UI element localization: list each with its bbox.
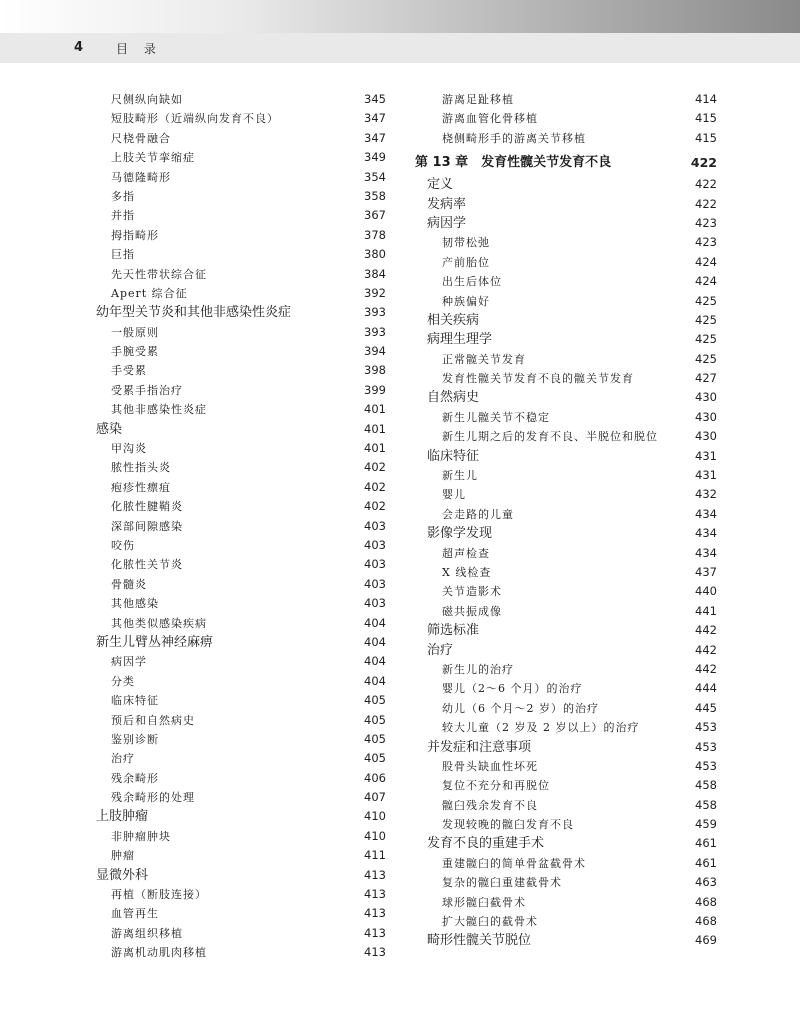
toc-entry-page: 444 [695, 681, 717, 696]
toc-entry-title: 马德隆畸形 [111, 170, 171, 184]
toc-subsection-entry [96, 652, 386, 671]
toc-subsection-entry [415, 757, 717, 776]
toc-entry-title: 股骨头缺血性坏死 [442, 759, 538, 773]
toc-entry-title: 拇指畸形 [111, 228, 159, 242]
toc-entry-title: 关节造影术 [442, 585, 502, 599]
toc-entry-page: 445 [695, 700, 717, 715]
toc-entry-title: Apert 综合征 [111, 286, 188, 300]
toc-entry-title: 超声检查 [442, 546, 490, 560]
toc-entry-title: 其他类似感染疾病 [111, 616, 207, 630]
toc-section-entry [415, 388, 717, 407]
toc-entry-title: 其他非感染性炎症 [111, 403, 207, 417]
toc-section-entry [415, 311, 717, 330]
toc-entry-page: 422 [695, 177, 717, 192]
toc-subsection-entry [415, 350, 717, 369]
toc-subsection-entry [96, 749, 386, 768]
toc-entry-page: 406 [364, 770, 386, 785]
toc-entry-page: 384 [364, 266, 386, 281]
toc-entry-page: 425 [695, 312, 717, 327]
toc-subsection-entry [415, 408, 717, 427]
toc-entry-title: 上肢关节挛缩症 [111, 151, 195, 165]
toc-entry-page: 393 [364, 324, 386, 339]
toc-entry-page: 398 [364, 363, 386, 378]
toc-entry-page: 404 [364, 634, 386, 649]
toc-subsection-entry [96, 90, 386, 109]
toc-entry-page: 424 [695, 254, 717, 269]
toc-entry-page: 347 [364, 111, 386, 126]
toc-entry-page: 413 [364, 925, 386, 940]
toc-entry-page: 424 [695, 274, 717, 289]
toc-section-entry [96, 420, 386, 439]
toc-subsection-entry [415, 272, 717, 291]
toc-entry-title: 游离足趾移植 [442, 93, 514, 106]
toc-entry-title: 发育不良的重建手术 [427, 836, 545, 852]
toc-entry-page: 413 [364, 945, 386, 960]
toc-section-entry [415, 621, 717, 640]
toc-subsection-entry [96, 342, 386, 361]
toc-subsection-entry [415, 485, 717, 504]
toc-entry-page: 413 [364, 867, 386, 882]
toc-entry-title: 其他感染 [111, 597, 159, 611]
toc-entry-title: 预后和自然病史 [111, 713, 195, 727]
toc-subsection-entry [96, 594, 386, 613]
toc-subsection-entry [415, 129, 717, 148]
toc-entry-page: 347 [364, 130, 386, 145]
toc-entry-title: 脓性指头炎 [111, 461, 171, 475]
toc-section-entry [415, 330, 717, 349]
toc-entry-title: 畸形性髋关节脱位 [427, 933, 532, 949]
toc-entry-title: 治疗 [427, 642, 454, 658]
toc-entry-title: 手腕受累 [111, 345, 159, 359]
toc-entry-title: 游离血管化骨移植 [442, 112, 538, 126]
toc-subsection-entry [96, 517, 386, 536]
toc-entry-page: 432 [695, 487, 717, 502]
toc-subsection-entry [415, 253, 717, 272]
toc-entry-page: 431 [695, 468, 717, 483]
toc-entry-title: 化脓性腱鞘炎 [111, 500, 183, 514]
toc-entry-page: 440 [695, 584, 717, 599]
toc-entry-page: 407 [364, 790, 386, 805]
toc-entry-title: 扩大髋臼的截骨术 [442, 915, 538, 929]
toc-subsection-entry [96, 943, 386, 962]
toc-entry-page: 422 [690, 155, 717, 171]
toc-section-entry [415, 738, 717, 757]
toc-entry-title: 并指 [111, 209, 135, 223]
toc-entry-title: 复位不充分和再脱位 [442, 779, 550, 793]
toc-entry-page: 403 [364, 537, 386, 552]
toc-subsection-entry [96, 148, 386, 167]
toc-entry-title: 鉴别诊断 [111, 732, 159, 746]
toc-entry-title: 自然病史 [427, 390, 480, 406]
toc-entry-title: 残余畸形的处理 [111, 791, 195, 805]
toc-entry-title: 多指 [111, 189, 135, 203]
toc-entry-page: 468 [695, 894, 717, 909]
toc-entry-title: 发现较晚的髋臼发育不良 [442, 818, 574, 832]
toc-section-entry [415, 447, 717, 466]
toc-entry-title: 残余畸形 [111, 771, 159, 785]
toc-entry-page: 405 [364, 693, 386, 708]
toc-entry-title: 产前胎位 [442, 255, 490, 269]
toc-entry-title: 第 13 章 发育性髋关节发育不良 [415, 155, 612, 171]
toc-entry-title: 尺侧纵向缺如 [111, 93, 183, 106]
toc-section-entry [96, 303, 386, 322]
toc-subsection-entry [96, 711, 386, 730]
toc-subsection-entry [96, 827, 386, 846]
toc-entry-page: 403 [364, 557, 386, 572]
toc-entry-title: 较大儿童（2 岁及 2 岁以上）的治疗 [442, 721, 640, 735]
toc-entry-title: 化脓性关节炎 [111, 558, 183, 572]
toc-entry-page: 422 [695, 196, 717, 211]
toc-entry-page: 459 [695, 817, 717, 832]
toc-subsection-entry [415, 699, 717, 718]
toc-entry-title: 疱疹性瘭疽 [111, 480, 171, 494]
toc-entry-title: 髋臼残余发育不良 [442, 798, 538, 812]
toc-subsection-entry [96, 691, 386, 710]
toc-entry-page: 430 [695, 390, 717, 405]
toc-subsection-entry [96, 361, 386, 380]
toc-entry-title: 分类 [111, 674, 135, 688]
toc-subsection-entry [415, 873, 717, 892]
toc-entry-title: 种族偏好 [442, 294, 490, 308]
toc-subsection-entry [96, 614, 386, 633]
toc-entry-page: 423 [695, 215, 717, 230]
toc-entry-page: 453 [695, 720, 717, 735]
toc-subsection-entry [96, 245, 386, 264]
toc-subsection-entry [96, 672, 386, 691]
toc-subsection-entry [415, 292, 717, 311]
toc-subsection-entry [96, 536, 386, 555]
toc-entry-title: 甲沟炎 [111, 442, 147, 456]
toc-entry-title: 筛选标准 [427, 623, 480, 639]
toc-section-entry [415, 214, 717, 233]
toc-entry-title: 重建髋臼的简单骨盆截骨术 [442, 856, 586, 870]
toc-entry-page: 380 [364, 247, 386, 262]
toc-entry-page: 442 [695, 642, 717, 657]
toc-section-entry [96, 807, 386, 826]
toc-subsection-entry [96, 478, 386, 497]
toc-entry-title: 定义 [427, 177, 454, 193]
toc-entry-title: 病因学 [427, 215, 467, 231]
toc-subsection-entry [96, 226, 386, 245]
toc-subsection-entry [415, 679, 717, 698]
toc-entry-title: 新生儿期之后的发育不良、半脱位和脱位 [442, 430, 658, 444]
toc-entry-page: 430 [695, 429, 717, 444]
toc-entry-page: 402 [364, 479, 386, 494]
toc-entry-title: 尺桡骨融合 [111, 131, 171, 145]
toc-entry-title: 桡侧畸形手的游离关节移植 [442, 131, 586, 145]
toc-entry-title: 手受累 [111, 364, 147, 378]
toc-entry-page: 394 [364, 344, 386, 359]
toc-entry-title: 显微外科 [96, 867, 149, 883]
toc-entry-page: 401 [364, 441, 386, 456]
toc-entry-title: X 线检查 [442, 565, 492, 579]
toc-left-column [96, 90, 386, 963]
toc-entry-page: 367 [364, 208, 386, 223]
toc-entry-title: 游离机动肌肉移植 [111, 946, 207, 960]
toc-entry-title: 相关疾病 [427, 312, 480, 328]
toc-entry-page: 410 [364, 809, 386, 824]
toc-entry-title: 深部间隙感染 [111, 519, 183, 533]
toc-subsection-entry [415, 660, 717, 679]
toc-entry-page: 430 [695, 409, 717, 424]
toc-section-entry [415, 175, 717, 194]
toc-entry-page: 345 [364, 92, 386, 106]
toc-entry-page: 405 [364, 731, 386, 746]
toc-subsection-entry [415, 893, 717, 912]
toc-subsection-entry [415, 544, 717, 563]
toc-entry-title: 幼儿（6 个月～2 岁）的治疗 [442, 701, 599, 715]
toc-subsection-entry [96, 206, 386, 225]
toc-subsection-entry [415, 912, 717, 931]
toc-entry-page: 415 [695, 130, 717, 145]
page-number: 4 [74, 40, 84, 55]
toc-right-column [415, 90, 717, 951]
toc-entry-page: 399 [364, 382, 386, 397]
toc-entry-page: 434 [695, 526, 717, 541]
toc-entry-title: 婴儿 [442, 488, 466, 502]
toc-entry-page: 415 [695, 111, 717, 126]
toc-entry-page: 405 [364, 712, 386, 727]
toc-entry-title: 新生儿的治疗 [442, 662, 514, 676]
toc-entry-page: 453 [695, 739, 717, 754]
toc-subsection-entry [415, 90, 717, 109]
toc-entry-title: 正常髋关节发育 [442, 352, 526, 366]
toc-entry-title: 会走路的儿童 [442, 507, 514, 521]
toc-entry-page: 393 [364, 305, 386, 320]
toc-entry-title: 并发症和注意事项 [427, 739, 532, 755]
toc-entry-title: 复杂的髋臼重建截骨术 [442, 876, 562, 890]
toc-entry-page: 403 [364, 518, 386, 533]
toc-subsection-entry [96, 109, 386, 128]
toc-section-entry [415, 641, 717, 660]
toc-subsection-entry [96, 730, 386, 749]
toc-entry-title: 骨髓炎 [111, 577, 147, 591]
toc-entry-page: 405 [364, 751, 386, 766]
toc-entry-title: 非肿瘤肿块 [111, 829, 171, 843]
toc-entry-title: 受累手指治疗 [111, 383, 183, 397]
toc-entry-title: 韧带松弛 [442, 236, 490, 250]
toc-entry-page: 402 [364, 499, 386, 514]
toc-entry-page: 402 [364, 460, 386, 475]
toc-entry-title: 血管再生 [111, 907, 159, 921]
toc-subsection-entry [96, 187, 386, 206]
toc-entry-title: 感染 [96, 421, 123, 437]
toc-entry-page: 404 [364, 654, 386, 669]
toc-entry-title: 再植（断肢连接） [111, 888, 207, 902]
toc-subsection-entry [96, 555, 386, 574]
toc-entry-title: 先天性带状综合征 [111, 267, 207, 281]
header-gradient-bar [0, 0, 800, 33]
toc-subsection-entry [96, 575, 386, 594]
toc-entry-title: 上肢肿瘤 [96, 809, 149, 825]
toc-entry-page: 425 [695, 351, 717, 366]
toc-entry-page: 404 [364, 615, 386, 630]
toc-subsection-entry [96, 458, 386, 477]
toc-subsection-entry [96, 439, 386, 458]
toc-entry-title: 短肢畸形（近端纵向发育不良） [111, 112, 279, 126]
toc-subsection-entry [415, 854, 717, 873]
toc-entry-page: 463 [695, 875, 717, 890]
toc-subsection-entry [415, 776, 717, 795]
toc-entry-page: 441 [695, 603, 717, 618]
toc-entry-page: 413 [364, 906, 386, 921]
toc-subsection-entry [415, 563, 717, 582]
toc-entry-title: 新生儿 [442, 469, 478, 483]
toc-subsection-entry [415, 466, 717, 485]
toc-subsection-entry [415, 796, 717, 815]
toc-entry-title: 游离组织移植 [111, 926, 183, 940]
toc-section-entry [96, 633, 386, 652]
toc-entry-page: 425 [695, 293, 717, 308]
toc-entry-page: 469 [695, 933, 717, 948]
toc-section-entry [415, 931, 717, 950]
toc-entry-title: 巨指 [111, 248, 135, 262]
toc-entry-page: 427 [695, 371, 717, 386]
toc-entry-title: 发育性髋关节发育不良的髋关节发育 [442, 372, 634, 386]
toc-entry-title: 新生儿髋关节不稳定 [442, 410, 550, 424]
toc-entry-page: 461 [695, 855, 717, 870]
toc-entry-page: 410 [364, 828, 386, 843]
toc-entry-title: 发病率 [427, 196, 467, 212]
toc-subsection-entry [415, 718, 717, 737]
toc-entry-page: 453 [695, 758, 717, 773]
toc-subsection-entry [96, 381, 386, 400]
toc-entry-page: 411 [364, 848, 386, 863]
toc-section-entry [415, 834, 717, 853]
toc-entry-title: 病因学 [111, 655, 147, 669]
toc-entry-page: 434 [695, 506, 717, 521]
toc-entry-page: 403 [364, 576, 386, 591]
toc-entry-page: 392 [364, 285, 386, 300]
toc-entry-page: 403 [364, 596, 386, 611]
toc-entry-page: 458 [695, 778, 717, 793]
toc-entry-page: 401 [364, 402, 386, 417]
toc-entry-title: 幼年型关节炎和其他非感染性炎症 [96, 305, 292, 321]
toc-subsection-entry [96, 400, 386, 419]
toc-entry-title: 婴儿（2～6 个月）的治疗 [442, 682, 583, 696]
toc-subsection-entry [96, 769, 386, 788]
toc-subsection-entry [96, 904, 386, 923]
toc-subsection-entry [415, 602, 717, 621]
toc-subsection-entry [96, 284, 386, 303]
toc-subsection-entry [96, 846, 386, 865]
toc-chapter-entry [415, 150, 717, 175]
toc-entry-page: 431 [695, 448, 717, 463]
toc-entry-title: 出生后体位 [442, 275, 502, 289]
toc-subsection-entry [415, 815, 717, 834]
toc-section-entry [415, 195, 717, 214]
toc-entry-page: 423 [695, 235, 717, 250]
toc-entry-title: 病理生理学 [427, 332, 493, 348]
toc-entry-title: 临床特征 [111, 694, 159, 708]
toc-subsection-entry [96, 129, 386, 148]
toc-entry-page: 458 [695, 797, 717, 812]
toc-entry-page: 378 [364, 227, 386, 242]
toc-subsection-entry [96, 788, 386, 807]
toc-entry-page: 442 [695, 623, 717, 638]
toc-subsection-entry [96, 924, 386, 943]
toc-entry-page: 468 [695, 914, 717, 929]
toc-subsection-entry [415, 369, 717, 388]
toc-entry-page: 437 [695, 564, 717, 579]
toc-section-entry [415, 524, 717, 543]
toc-entry-title: 磁共振成像 [442, 604, 502, 618]
toc-subsection-entry [415, 505, 717, 524]
running-title: 目 录 [116, 42, 162, 56]
toc-entry-title: 影像学发现 [427, 526, 493, 542]
toc-subsection-entry [415, 427, 717, 446]
toc-entry-page: 404 [364, 673, 386, 688]
toc-subsection-entry [96, 265, 386, 284]
toc-subsection-entry [415, 233, 717, 252]
toc-section-entry [96, 866, 386, 885]
toc-entry-title: 一般原则 [111, 325, 159, 339]
toc-subsection-entry [415, 109, 717, 128]
toc-entry-page: 358 [364, 188, 386, 203]
toc-subsection-entry [96, 168, 386, 187]
toc-entry-page: 414 [695, 92, 717, 106]
toc-entry-title: 新生儿臂丛神经麻痹 [96, 634, 214, 650]
toc-entry-page: 413 [364, 887, 386, 902]
toc-subsection-entry [415, 582, 717, 601]
toc-entry-page: 349 [364, 150, 386, 165]
toc-entry-title: 治疗 [111, 752, 135, 766]
toc-subsection-entry [96, 885, 386, 904]
toc-entry-title: 肿瘤 [111, 849, 135, 863]
toc-entry-title: 咬伤 [111, 538, 135, 552]
toc-entry-page: 434 [695, 545, 717, 560]
toc-entry-page: 425 [695, 332, 717, 347]
toc-entry-page: 461 [695, 836, 717, 851]
toc-entry-title: 球形髋臼截骨术 [442, 895, 526, 909]
toc-subsection-entry [96, 497, 386, 516]
toc-entry-page: 354 [364, 169, 386, 184]
toc-subsection-entry [96, 323, 386, 342]
toc-entry-title: 临床特征 [427, 448, 480, 464]
toc-entry-page: 401 [364, 421, 386, 436]
toc-entry-page: 442 [695, 661, 717, 676]
